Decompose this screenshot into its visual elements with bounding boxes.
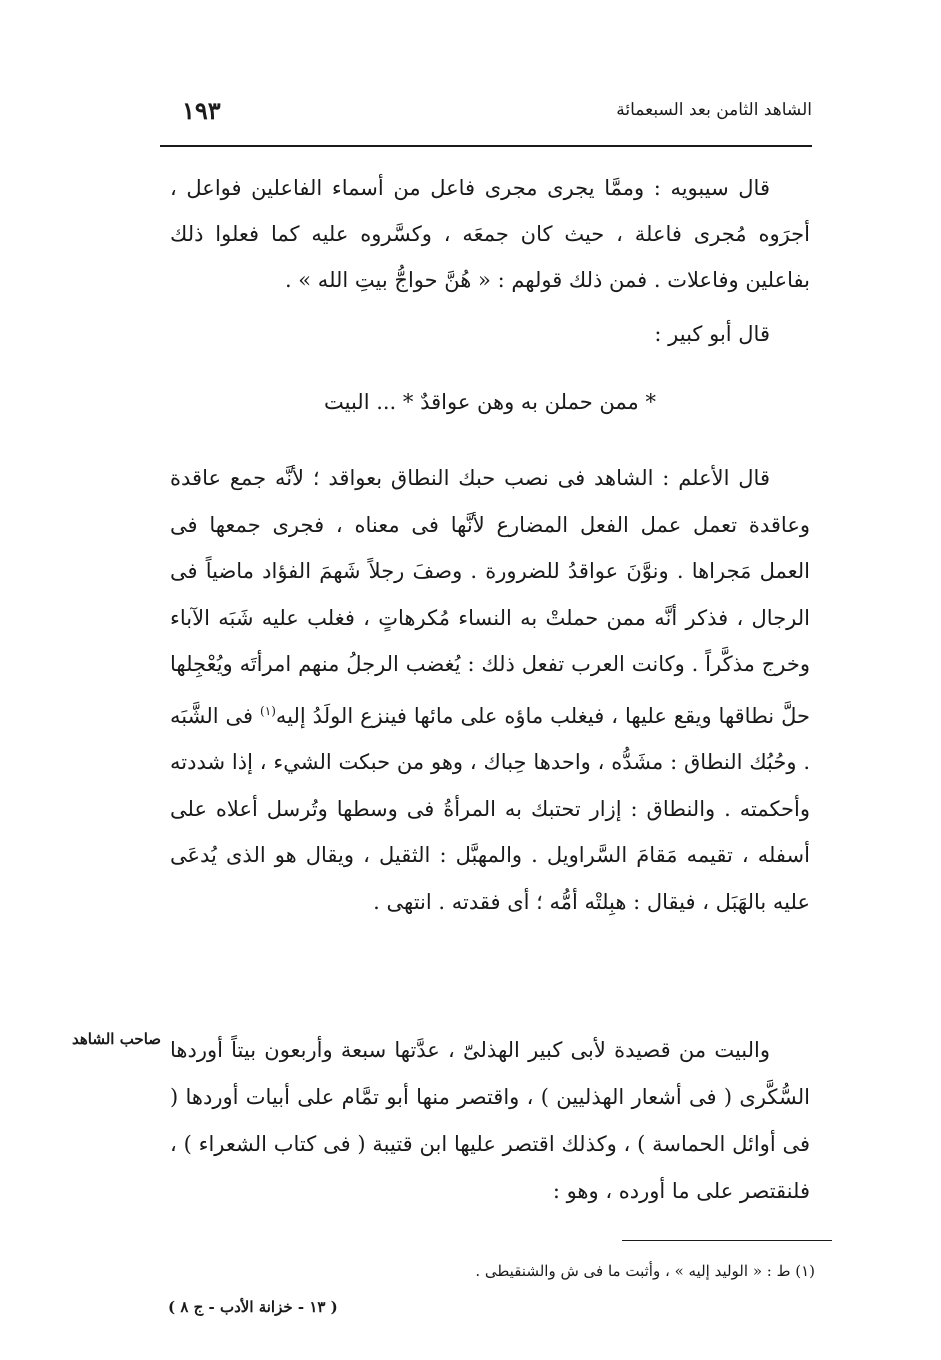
alam-text-before-note: قال الأعلم : الشاهد فى نصب حبك النطاق بعواقد ؛ لأنَّه جمع عاقدة وعاقدة تعمل عمل الفعل المضارع لأنَّها فى معناه ، فجرى جمعها فى العمل مَجراها . ونوَّنَ عواقدُ للضرورة . وصفَ رجلاً شَهمَ الفؤاد ماضياً فى الرجال ، فذكر أنَّه ممن حملتْ به النساء مُكرهاتٍ ، فغلب عليه شَبَه الآباء وخرج مذكَّراً . وكانت العرب تفعل ذلك : يُغضب الرجلُ منهم امرأتَه ويُعْجِلها حلَّ نطاقها ويقع عليها ، فيغلب ماؤه على مائها فينزع الولَدُ إليه: [170, 466, 810, 728]
paragraph-abu-kabir-intro: قال أبو كبير :: [654, 322, 770, 346]
verse-line: * ممن حملن به وهن عواقدٌ * ... البيت: [324, 390, 656, 414]
paragraph-sibawayh: قال سيبويه : وممَّا يجرى مجرى فاعل من أسماء الفاعلين فواعل ، أجرَوه مُجرى فاعلة ، حيث كان جمعَه ، وكسَّروه عليه كما فعلوا ذلك بفاعلين وفاعلات . فمن ذلك قولهم : « هُنَّ حواجُّ بيتِ الله » .: [170, 176, 810, 292]
page-header: [160, 96, 812, 134]
footnote-marker: (١): [260, 703, 276, 718]
signature-mark: ( ١٣ - خزانة الأدب - ج ٨ ): [168, 1298, 338, 1316]
footnote: (١) ط : « الوليد إليه » ، وأثبت ما فى ش والشنقيطى .: [475, 1262, 815, 1280]
paragraph-bayt-source: والبيت من قصيدة لأبى كبير الهذلىّ ، عدَّتها سبعة وأربعون بيتاً أوردها السُّكَّرى ( فى أشعار الهذليين ) ، واقتصر منها أبو تمَّام على أبيات أوردها ( فى أوائل الحماسة ) ، وكذلك اقتصر عليها ابن قتيبة ( فى كتاب الشعراء ) ، فلنقتصر على ما أورده ، وهو :: [170, 1038, 810, 1203]
alam-text-after-note: فى الشَّبَه . وحُبُك النطاق : مشَدُّه ، واحدها حِباك ، وهو من حبكت الشيء ، إذا شددته وأحكمته . والنطاق : إزار تحتبك به المرأةُ فى وسطها وتُرسل أعلاه على أسفله ، تقيمه مَقامَ السَّراويل . والمهبَّل : الثقيل ، ويقال هو الذى يُدعَى عليه بالهَبَل ، فيقال : هبِلتْه أمُّه ؛ أى فقدته . انتهى .: [170, 703, 810, 914]
paragraph-alam: [170, 455, 810, 925]
margin-note: صاحب الشاهد: [72, 1030, 162, 1048]
footnote-rule: [622, 1240, 832, 1241]
page-number: ١٩٣: [182, 96, 221, 125]
running-title: الشاهد الثامن بعد السبعمائة: [616, 100, 812, 120]
header-rule: [160, 145, 812, 147]
